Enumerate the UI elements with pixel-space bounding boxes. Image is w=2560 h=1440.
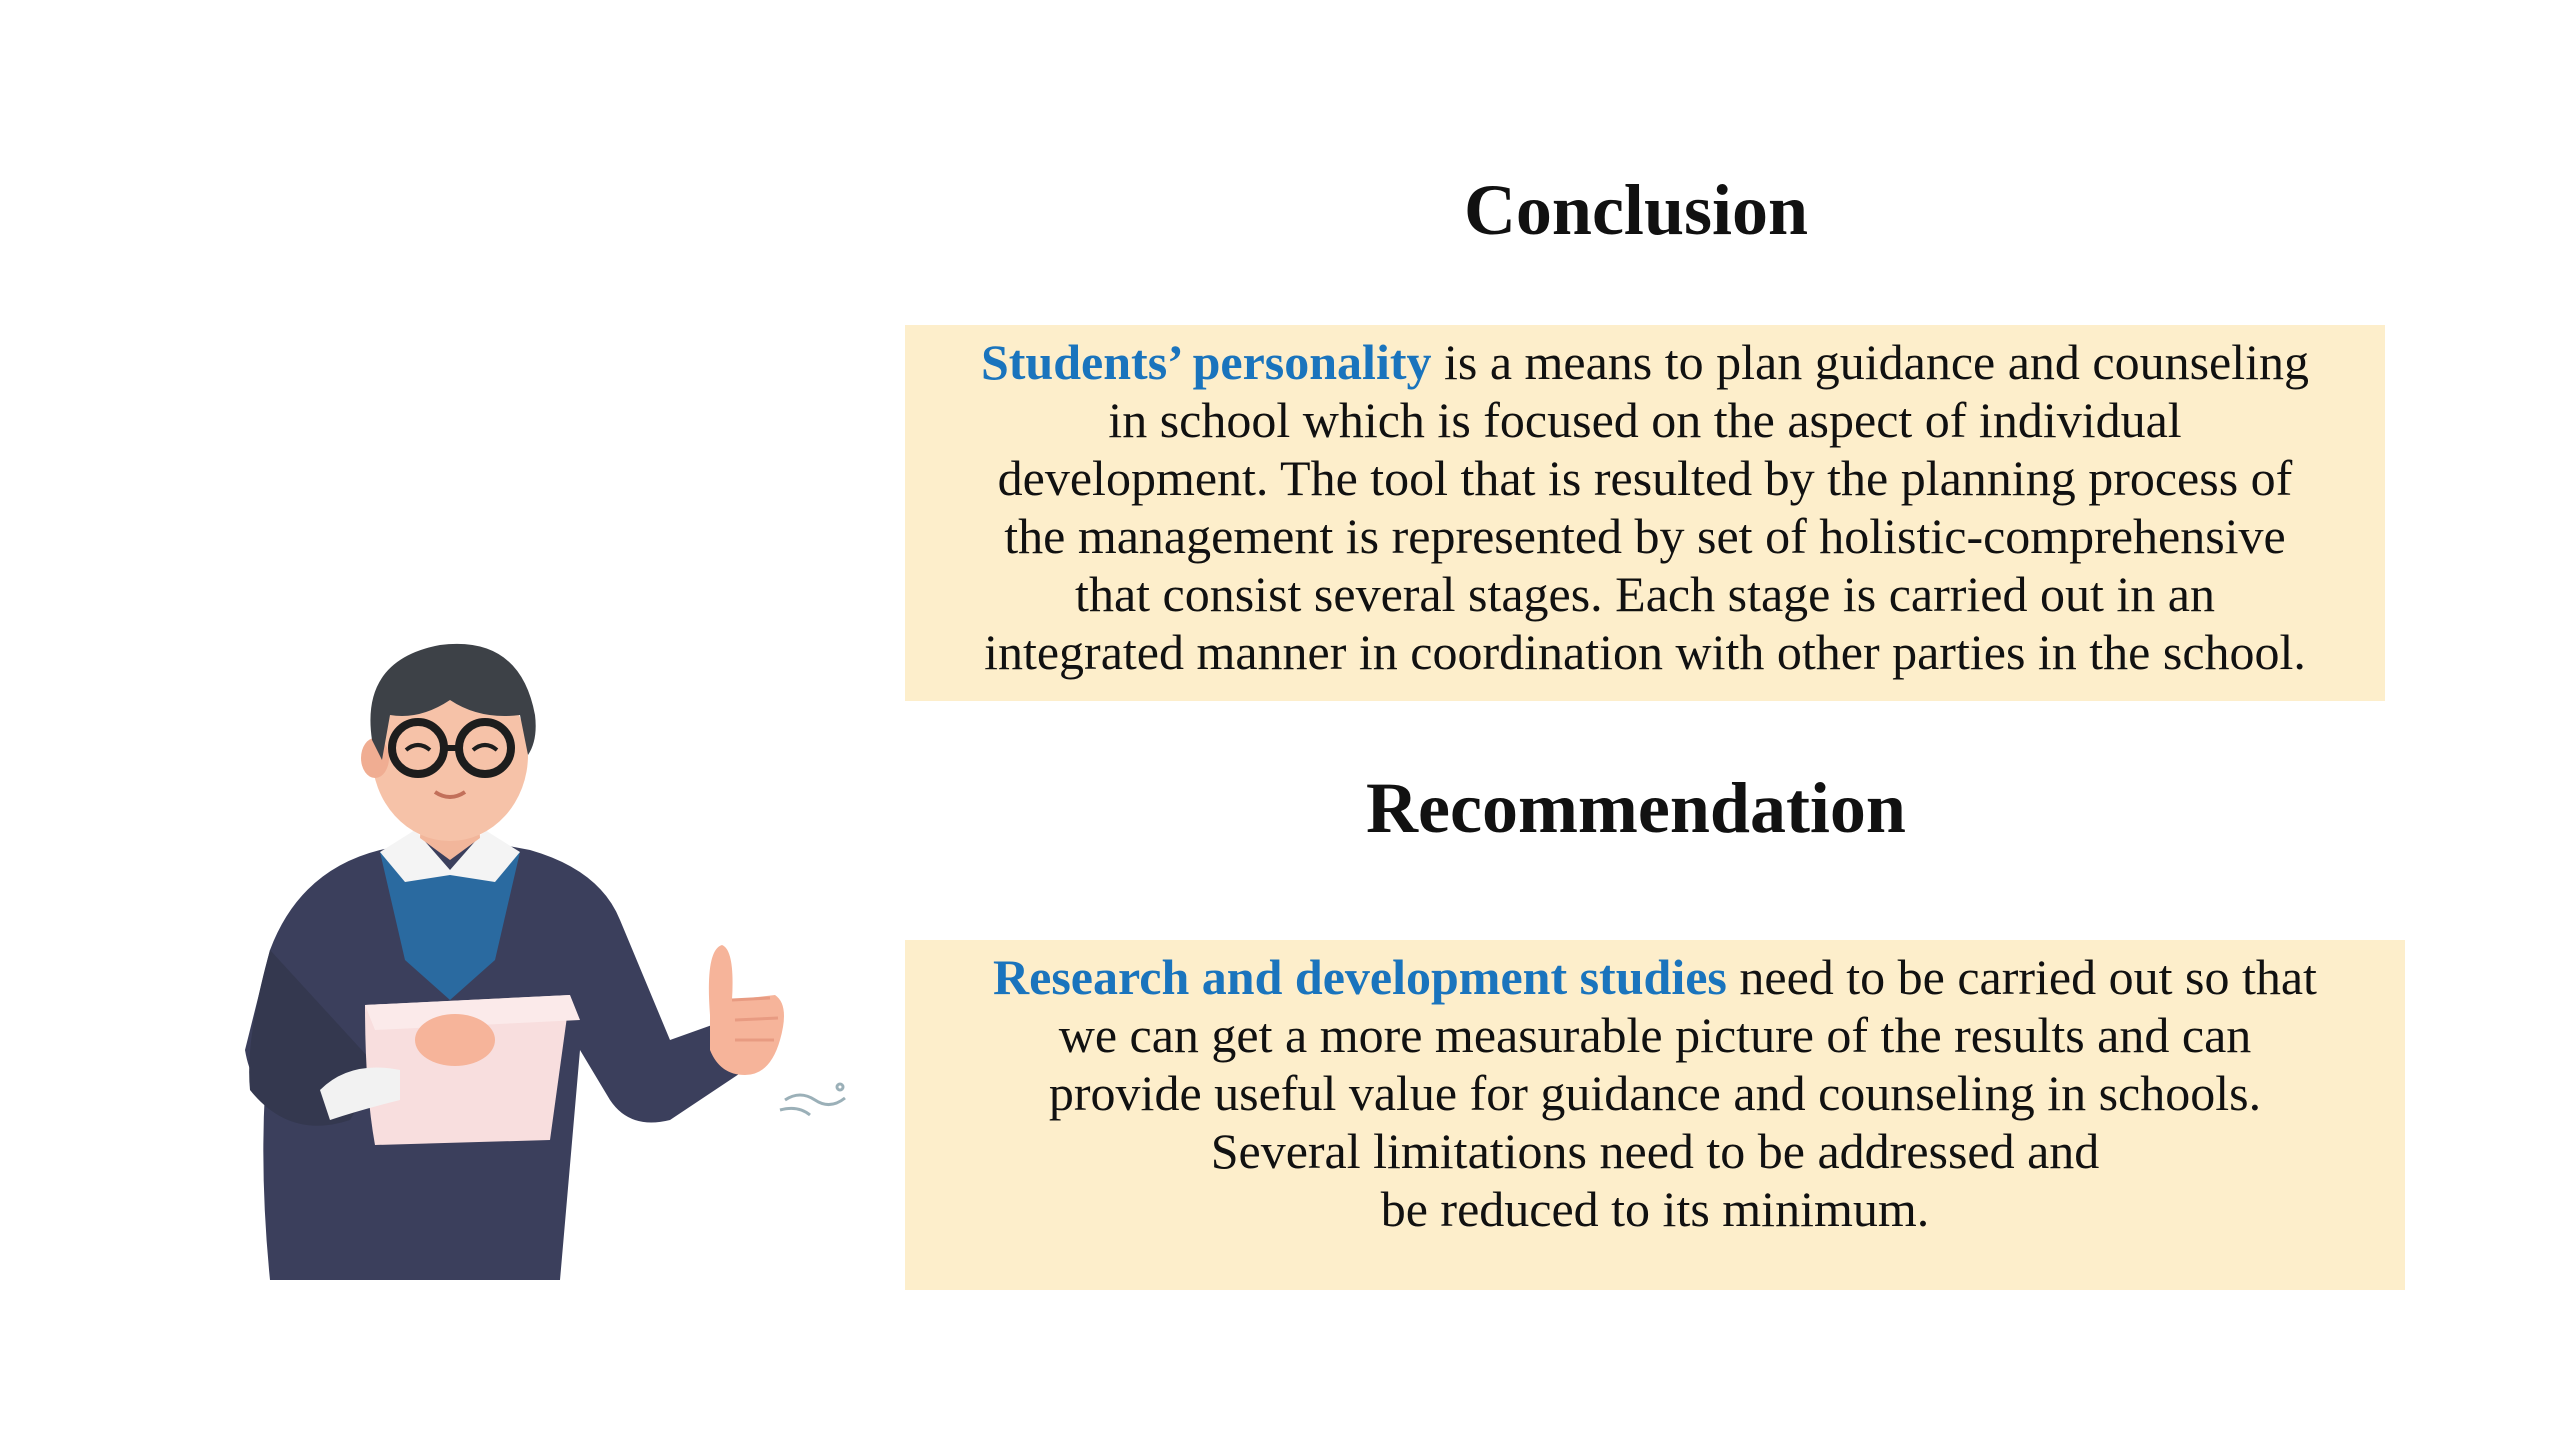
scribble-decoration [780, 1084, 845, 1115]
conclusion-line-2: in school which is focused on the aspect of individual [1108, 392, 2182, 448]
conclusion-highlight: Students’ personality [980, 334, 1432, 390]
teacher-thumbs-up-illustration [150, 620, 870, 1300]
recommendation-line-5: be reduced to its minimum. [1380, 1181, 1930, 1237]
recommendation-line-1 [915, 948, 2395, 1006]
conclusion-line-1 [915, 333, 2375, 391]
recommendation-line-2: we can get a more measurable picture of the results and can [1058, 1007, 2252, 1063]
conclusion-line-1-rest: is a means to plan guidance and counseling [1431, 334, 2310, 390]
recommendation-line-3: provide useful value for guidance and counseling in schools. [1048, 1065, 2262, 1121]
conclusion-line-3: development. The tool that is resulted by the planning process of [997, 450, 2293, 506]
conclusion-line-5: that consist several stages. Each stage is carried out in an [1075, 566, 2215, 622]
recommendation-line-4: Several limitations need to be addressed and [1210, 1123, 2100, 1179]
thumbs-up-hand [709, 945, 784, 1075]
recommendation-text-box [905, 940, 2405, 1290]
conclusion-heading: Conclusion [1463, 170, 1809, 250]
recommendation-heading: Recommendation [1366, 768, 1906, 848]
conclusion-line-4: the management is represented by set of holistic-comprehensive [1004, 508, 2286, 564]
recommendation-highlight: Research and development studies [993, 949, 1727, 1005]
conclusion-text-box [905, 325, 2385, 701]
recommendation-line-1-rest: need to be carried out so that [1726, 949, 2317, 1005]
conclusion-line-6: integrated manner in coordination with other parties in the school. [984, 624, 2306, 680]
